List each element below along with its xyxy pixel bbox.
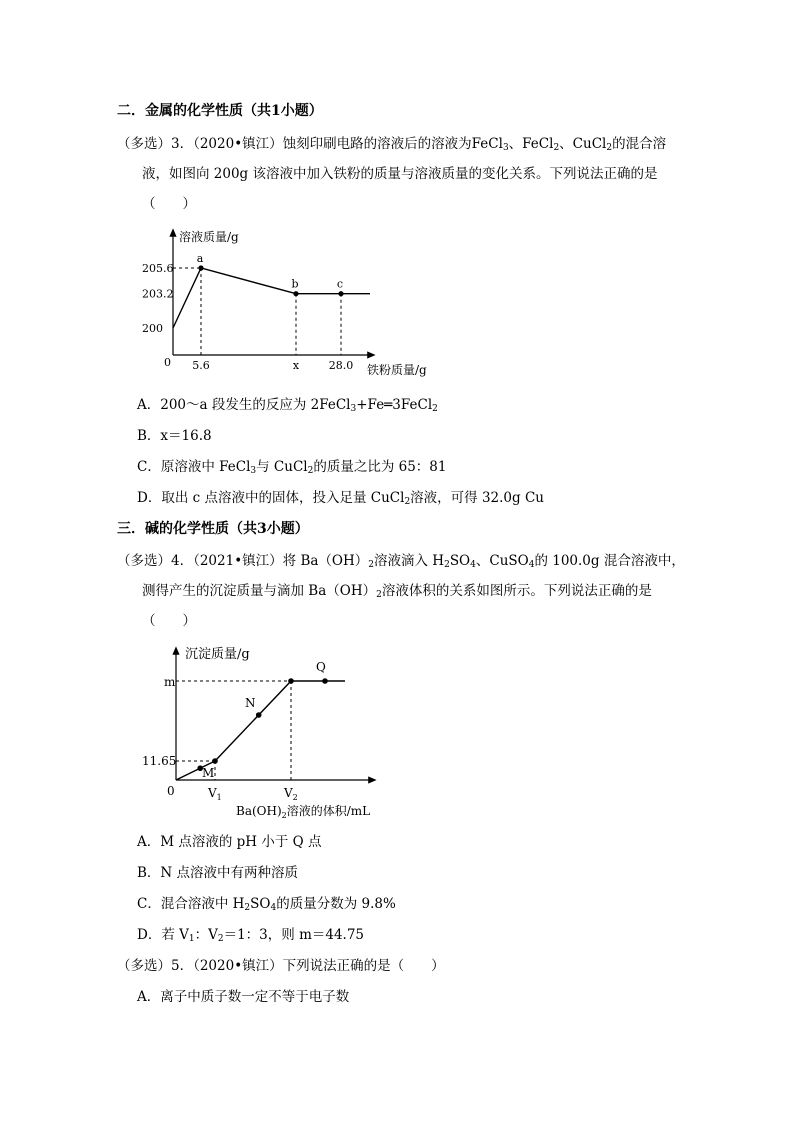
chart2-point-q: [322, 678, 328, 684]
q4-d-sub1: 1: [188, 934, 195, 944]
q4-l1a: （多选）4．（2021•镇江）将 Ba（OH）: [117, 553, 369, 569]
q3-c-prefix: C．原溶液中 FeCl: [137, 459, 251, 475]
q4-l1d: 、CuSO: [475, 553, 529, 569]
chart1-point-label: c: [336, 277, 344, 291]
q3-prefix: （多选）3．（2020•镇江）蚀刻印刷电路的溶液后的溶液为: [117, 136, 472, 152]
chart2-point-label-q: Q: [316, 660, 326, 674]
q4-s1: 2: [368, 560, 374, 570]
q4-s4: 4: [528, 560, 535, 570]
chart2-point-v1: [212, 758, 218, 764]
q3-d-tail: 溶液，可得 32.0g Cu: [410, 490, 544, 506]
chart1-x-tick-label: 5.6: [192, 359, 210, 372]
chart2-point-label-n: N: [245, 696, 256, 710]
q3-c-mid: 与 CuCl: [256, 459, 308, 475]
cucl2: CuCl: [572, 136, 607, 152]
q3-a-sub2: 2: [432, 404, 438, 414]
q4-l2b: 溶液体积的关系如图所示。下列说法正确的是: [381, 583, 652, 599]
chart2-y-tick-11-65: 11.65: [142, 754, 177, 768]
chart2-point-label-m: M: [202, 766, 215, 780]
chart1-x-tick-label: 28.0: [328, 359, 354, 372]
q4-d-prefix: D．若 V: [137, 927, 189, 943]
q4-c-prefix: C．混合溶液中 H: [137, 896, 245, 912]
section-heading-base-properties: 三．碱的化学性质（共3小题）: [117, 521, 309, 537]
q4-d-tail: ＝1：3，则 m＝44.75: [223, 927, 365, 943]
chart2-xlabel-sub: 2: [281, 811, 287, 820]
chart2-y-tick-m: m: [164, 675, 176, 689]
q3-sep1: 、: [508, 136, 523, 152]
chart2-point-v2: [288, 678, 294, 684]
q4-s2: 2: [444, 560, 450, 570]
q3-a-sub1: 3: [350, 404, 357, 414]
q4-option-d[interactable]: [137, 927, 364, 943]
q3-line1-tail: 的混合溶: [612, 136, 667, 152]
q4-c-sub1: 2: [244, 903, 251, 913]
q3-c-sub1: 3: [250, 466, 257, 476]
q4-option-a[interactable]: A．M 点溶液的 pH 小于 Q 点: [137, 834, 322, 850]
q3-sep2: 、: [559, 136, 573, 152]
fecl3-sub: 3: [502, 143, 509, 153]
q3-c-tail: 的质量之比为 65：81: [313, 459, 447, 475]
chart2-point-n: [256, 712, 262, 718]
fecl2-sub: 2: [553, 143, 560, 153]
q4-l1b: 溶液滴入 H: [374, 553, 445, 569]
question-3-line-2: 液，如图向 200g 该溶液中加入铁粉的质量与溶液质量的变化关系。下列说法正确的是: [142, 166, 658, 182]
q4-l1c: SO: [449, 553, 471, 569]
q4-d-sub2: 2: [217, 934, 224, 944]
v2-main: V: [284, 786, 293, 800]
chart2-x-tick-v1: [207, 786, 222, 802]
chart1-origin: 0: [164, 356, 171, 369]
q5-option-a[interactable]: A．离子中质子数一定不等于电子数: [137, 989, 350, 1005]
chart1-y-tick-label: 205.6: [142, 262, 174, 275]
chart1-point-label: b: [291, 277, 299, 291]
v2-sub: 2: [292, 793, 298, 802]
chart2-xlabel-a: Ba(OH): [236, 804, 282, 818]
q3-option-b[interactable]: B．x＝16.8: [137, 428, 212, 444]
chart1-y-tick-label: 200: [142, 322, 163, 335]
chart1-point-label: a: [196, 252, 204, 265]
chart1-x-label: 铁粉质量/g: [367, 363, 427, 377]
chart2-x-tick-v2: [283, 786, 298, 802]
q4-option-b[interactable]: B．N 点溶液中有两种溶质: [137, 865, 299, 881]
v1-main: V: [208, 786, 217, 800]
chart2-x-label: [236, 803, 370, 820]
cucl2-sub: 2: [606, 143, 613, 153]
q4-c-mid: SO: [250, 896, 271, 912]
q4-d-mid: ：V: [194, 927, 218, 943]
question-5: （多选）5．（2020•镇江）下列说法正确的是（ ）: [117, 958, 445, 974]
v1-sub: 1: [216, 793, 222, 802]
chart1-y-label: 溶液质量/g: [179, 230, 239, 244]
q4-c-sub2: 4: [270, 903, 277, 913]
q4-s3: 4: [470, 560, 476, 570]
chart2-xlabel-b: 溶液的体积/mL: [286, 804, 371, 818]
q4-c-tail: 的质量分数为 9.8%: [276, 896, 396, 912]
q4-l2a: 测得产生的沉淀质量与滴加 Ba（OH）: [142, 583, 377, 599]
q4-option-c[interactable]: [137, 896, 396, 912]
chart2-y-label: 沉淀质量/g: [185, 647, 250, 662]
question-4-answer-paren: （ ）: [142, 613, 196, 629]
q4-l2-sub: 2: [376, 590, 382, 600]
chart1-y-tick-label: 203.2: [142, 287, 174, 301]
fecl2: FeCl: [522, 136, 554, 152]
q3-d-sub1: 2: [404, 497, 411, 507]
question-3-answer-paren: （ ）: [142, 196, 196, 212]
q3-a-mid: +Fe═3FeCl: [356, 397, 433, 413]
fecl3: FeCl: [471, 136, 503, 152]
chart2-origin: 0: [167, 784, 175, 798]
q3-c-sub2: 2: [307, 466, 314, 476]
chart1-x-tick-label: x: [292, 359, 300, 372]
q3-d-prefix: D．取出 c 点溶液中的固体，投入足量 CuCl: [137, 490, 405, 506]
section-heading-metal-properties: 二．金属的化学性质（共1小题）: [117, 103, 323, 119]
q3-a-prefix: A．200～a 段发生的反应为 2FeCl: [137, 397, 351, 413]
q4-l1e: 的 100.0g 混合溶液中，: [534, 553, 685, 569]
